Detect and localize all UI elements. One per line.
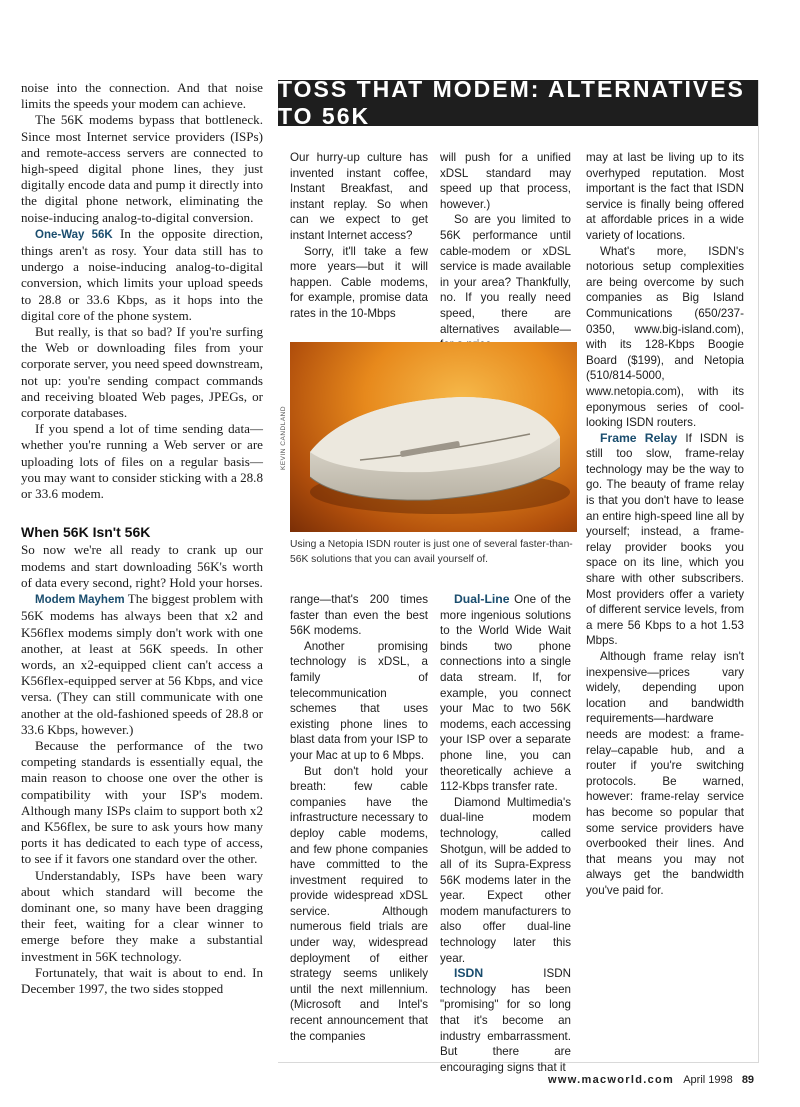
main-paragraph-7: Modem Mayhem The biggest problem with 56K modems has always been that x2 and K56flex modems simply don't work with one another, at least at 56K speeds. In other words, an x2-equipped client can't access a K56flex-equipped server at 56 Kbps, and vice versa. (They can still communicate with one another at the old-fashioned speeds of 28.8 or 33.6 Kbps, however.) <box>21 591 263 737</box>
photo-caption: Using a Netopia ISDN router is just one of several faster-than-56K solutions that you can avail yourself of. <box>290 539 573 565</box>
main-paragraph-3: One-Way 56K In the opposite direction, things aren't as rosy. Your data still has to undergo a noise-inducing analog-to-digital conversion, which limits your upload speeds to 28.8 or 33.6 Kbps, as it hops into the digital core of the phone system. <box>21 225 263 323</box>
main-paragraph-10: Fortunately, that wait is about to end. In December 1997, the two sides stopped <box>21 964 263 996</box>
sidebar-paragraph: range—that's 200 times faster than even the best 56K modems. <box>290 593 428 638</box>
sidebar-col1-bottom <box>290 592 428 1044</box>
sidebar-paragraph: Another promising technology is xDSL, a family of telecommunication schemes that uses existing phone lines to blast data from your ISP to your Mac at up to 6 Mbps. <box>290 639 428 762</box>
sidebar-col1-top <box>290 150 428 322</box>
sidebar-paragraph: ISDN ISDN technology has been "promising" for so long that it's become an industry embarrassment. But there are encouraging signs that it <box>440 966 571 1074</box>
section-heading: When 56K Isn't 56K <box>21 524 151 541</box>
main-paragraph-4: But really, is that so bad? If you're surfing the Web or downloading files from your corporate server, you need speed downstream, not up: you're sending compact commands and receiving bloated Web pages, JPEGs, or corporate databases. <box>21 324 263 421</box>
router-illustration <box>290 342 577 532</box>
run-in-head-frame-relay: Frame Relay <box>600 430 678 445</box>
main-paragraph-9: Understandably, ISPs have been wary about which standard will become the dominant one, so many have been dragging their feet, waiting for a clear winner to emerge before they make a substantial investment in 56K technology. <box>21 867 263 964</box>
sidebar-paragraph: Frame Relay If ISDN is still too slow, frame-relay technology may be the way to go. The beauty of frame relay is that you don't have to lease an entire high-speed line all by yourself; instead, a frame-relay provider books you space on its line, which you share with other subscribers. Most providers offer a variety of different service levels, from a mere 56 Kbps to a hot 1.53 Mbps. <box>586 430 744 648</box>
footer-url: www.macworld.com <box>548 1074 675 1086</box>
main-paragraph-5: If you spend a lot of time sending data—whether you're running a Web server or are uploading lots of files on a regular basis—you may want to consider sticking with a 28.8 or 33.6 modem. <box>21 421 263 502</box>
sidebar-paragraph: Sorry, it'll take a few more years—but it will happen. Cable modems, for example, promise data rates in the 10-Mbps <box>290 244 428 320</box>
sidebar-title-banner: TOSS THAT MODEM: ALTERNATIVES TO 56K <box>278 80 758 126</box>
footer-date: April 1998 <box>683 1074 733 1086</box>
router-photo <box>290 342 577 532</box>
main-paragraph-6: So now we're all ready to crank up our modems and start downloading 56K's worth of data every second, right? Hold your horses. <box>21 542 263 590</box>
page-number: 89 <box>741 1074 755 1086</box>
sidebar-paragraph: Dual-Line One of the more ingenious solutions to the World Wide Wait binds two phone connections into a single data stream. If, for example, you connect your Mac to two 56K modems, each accessing your ISP over a separate phone line, you can theoretically achieve a 112-Kbps transfer rate. <box>440 592 571 794</box>
sidebar-col2-top <box>440 150 571 353</box>
main-article-column <box>21 80 263 997</box>
sidebar-paragraph: Our hurry-up culture has invented instant coffee, Instant Breakfast, and instant replay. So when can we expect to get instant Internet access? <box>290 151 428 242</box>
main-paragraph-2: The 56K modems bypass that bottleneck. Since most Internet service providers (ISPs) and remote-access servers are connected to high-speed digital phone lines, they just digitally encode data and pump it directly into the digital phone network, eliminating the noise-inducing analog-to-digital conversion. <box>21 112 263 225</box>
page-footer <box>548 1074 754 1086</box>
sidebar-paragraph: So are you limited to 56K performance until cable-modem or xDSL service is made available in your area? Thankfully, no. If you really need speed, there are alternatives available— <box>440 213 571 336</box>
sidebar-col3 <box>586 150 744 899</box>
sidebar-paragraph: Diamond Multimedia's dual-line modem technology, called Shotgun, will be added to all of its Supra-Express 56K modems later in the year. Expect other modem manufacturers to also offer dual-line technology later this year. <box>440 795 571 965</box>
sidebar-paragraph: But don't hold your breath: few cable companies have the infrastructure necessary to deploy cable modems, and few phone companies have committed to the investment required to provide widespread xDSL service. Although numerous field trials are under way, widespread deployment of either strategy seems unlikely until the next millennium. (Microsoft and Intel's recent announcement that the companies <box>290 764 428 1043</box>
sidebar-col2-bottom <box>440 592 571 1075</box>
run-in-head-modem-mayhem: Modem Mayhem <box>35 594 125 607</box>
run-in-head-one-way: One-Way 56K <box>35 228 113 241</box>
sidebar-paragraph: What's more, ISDN's notorious setup complexities are being overcome by such companies as Big Island Communications (650/237-0350, www.big-island.com), with its 128-Kbps Boogie Board ($199), and Netopia (510/814-5000, www.netopia.com), with its eponymous series of cool-looking ISDN routers. <box>586 244 744 430</box>
photo-credit: KEVIN CANDLAND <box>280 405 287 470</box>
sidebar-paragraph: may at last be living up to its overhyped reputation. Most important is the fact that ISDN service is finally being offered at affordable prices in a wide variety of locations. <box>586 151 744 242</box>
main-paragraph-1: noise into the connection. And that noise limits the speeds your modem can achieve. <box>21 80 263 112</box>
sidebar-paragraph: Although frame relay isn't inexpensive—prices vary widely, depending upon location and bandwidth requirements—hardware needs are modest: a frame-relay–capable hub, and a router if you're switching protocols. Be warned, however: frame-relay service has become so popular that some service providers have overbooked their lines. And that means you may not always get the bandwidth you've paid for. <box>586 650 744 897</box>
main-paragraph-8: Because the performance of the two competing standards is essentially equal, the main reason to choose one over the other is compatibility with your ISP's modem. Although many ISPs claim to support both x2 and K56flex, be sure to ask yours how many ports it has dedicated to each type of access, to see if it favors one standard over the other. <box>21 737 263 867</box>
sidebar-paragraph: will push for a unified xDSL standard may speed up that process, however.) <box>440 151 571 211</box>
run-in-head-isdn: ISDN <box>454 966 484 981</box>
run-in-head-dual-line: Dual-Line <box>454 592 510 606</box>
